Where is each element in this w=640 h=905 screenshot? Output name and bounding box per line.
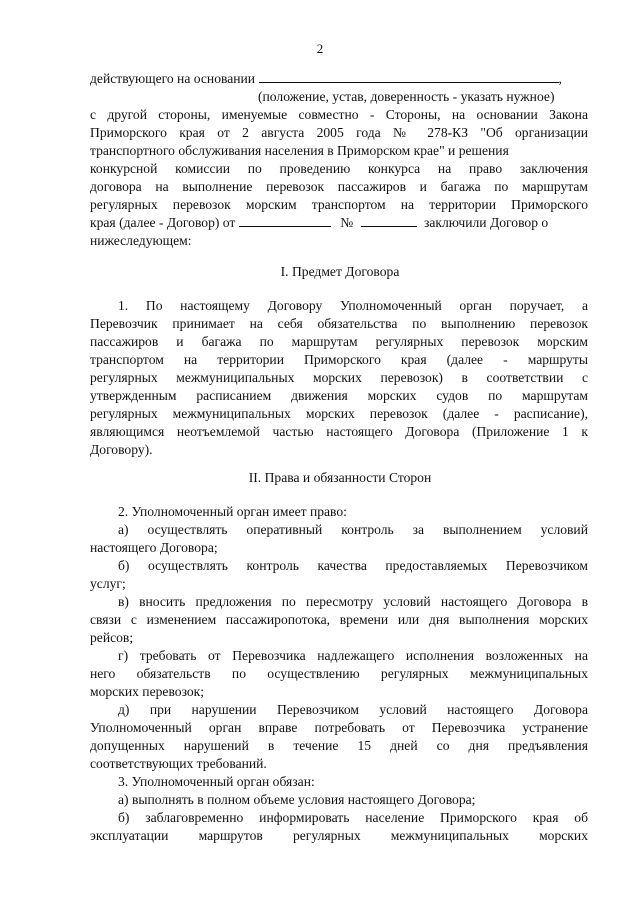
basis-label: действующего на основании: [90, 71, 256, 86]
intro-line: Приморского края от 2 августа 2005 года № 278-КЗ "Об организации: [90, 125, 588, 140]
text-line: Уполномоченный орган вправе потребовать от Перевозчика устранение: [90, 720, 588, 735]
intro-line: нижеследующем:: [90, 233, 192, 248]
text-line: пассажиров и багажа по маршрутам регулярных перевозок морским: [90, 334, 588, 349]
section-heading-1: I. Предмет Договора: [280, 264, 400, 279]
text-line: услуг;: [90, 576, 126, 591]
text-line: регулярных межмуниципальных морских перевозок (далее - расписание),: [90, 406, 588, 421]
text-line: соответствующих требований.: [90, 756, 267, 771]
section-heading-2: II. Права и обязанности Сторон: [248, 470, 432, 485]
date-blank: [239, 214, 331, 227]
text-line: являющимся неотъемлемой частью настоящего Договора (Приложение 1 к: [90, 424, 588, 439]
concluded-text: заключили Договор о: [423, 215, 549, 230]
text-line: эксплуатации маршрутов регулярных межмуниципальных морских: [90, 828, 588, 843]
basis-hint: (положение, устав, доверенность - указать нужное): [258, 89, 555, 104]
text-line: 2. Уполномоченный орган имеет право:: [118, 504, 347, 519]
text-line: в) вносить предложения по пересмотру условий настоящего Договора в: [118, 594, 588, 609]
intro-line: транспортного обслуживания населения в Приморском крае" и решения: [90, 143, 509, 158]
text-line: а) осуществлять оперативный контроль за выполнением условий: [118, 522, 588, 537]
basis-blank: [259, 70, 559, 83]
line-basis: [90, 70, 588, 88]
text-line: регулярных межмуниципальных морских перевозок) в соответствии с: [90, 370, 588, 385]
text-line: г) требовать от Перевозчика надлежащего исполнения возложенных на: [118, 648, 588, 663]
text-line: б) заблаговременно информировать население Приморского края об: [118, 810, 588, 825]
intro-date-line: [90, 214, 588, 232]
text-line: настоящего Договора;: [90, 540, 218, 555]
intro-line: с другой стороны, именуемые совместно - Стороны, на основании Закона: [90, 107, 588, 122]
intro-line: договора на выполнение перевозок пассажиров и багажа по маршрутам: [90, 179, 588, 194]
intro-line: конкурсной комиссии по проведению конкурса на право заключения: [90, 161, 588, 176]
text-line: рейсов;: [90, 630, 134, 645]
text-line: Перевозчик принимает на себя обязательства по выполнению перевозок: [90, 316, 588, 331]
text-line: транспортом на территории Приморского края (далее - маршруты: [90, 352, 588, 367]
text-line: д) при нарушении Перевозчиком условий настоящего Договора: [118, 702, 588, 717]
number-blank: [361, 214, 417, 227]
text-line: 3. Уполномоченный орган обязан:: [118, 774, 315, 789]
text-line: Договору).: [90, 442, 153, 457]
date-label: края (далее - Договор) от: [90, 215, 236, 230]
text-line: утвержденным расписанием движения морских судов по маршрутам: [90, 388, 588, 403]
intro-line: регулярных перевозок морским транспортом на территории Приморского: [90, 197, 588, 212]
text-line: а) выполнять в полном объеме условия настоящего Договора;: [118, 792, 476, 807]
text-line: 1. По настоящему Договору Уполномоченный орган поручает, а: [118, 298, 588, 313]
text-line: допущенных нарушений в течение 15 дней со дня предъявления: [90, 738, 588, 753]
text-line: морских перевозок;: [90, 684, 205, 699]
number-sign: №: [340, 215, 354, 230]
text-line: него обязательств по осуществлению регулярных межмуниципальных: [90, 666, 588, 681]
text-line: б) осуществлять контроль качества предоставляемых Перевозчиком: [118, 558, 588, 573]
basis-comma: ,: [558, 71, 562, 86]
text-line: связи с изменением пассажиропотока, времени или дня выполнения морских: [90, 612, 588, 627]
page-number: 2: [316, 41, 324, 56]
